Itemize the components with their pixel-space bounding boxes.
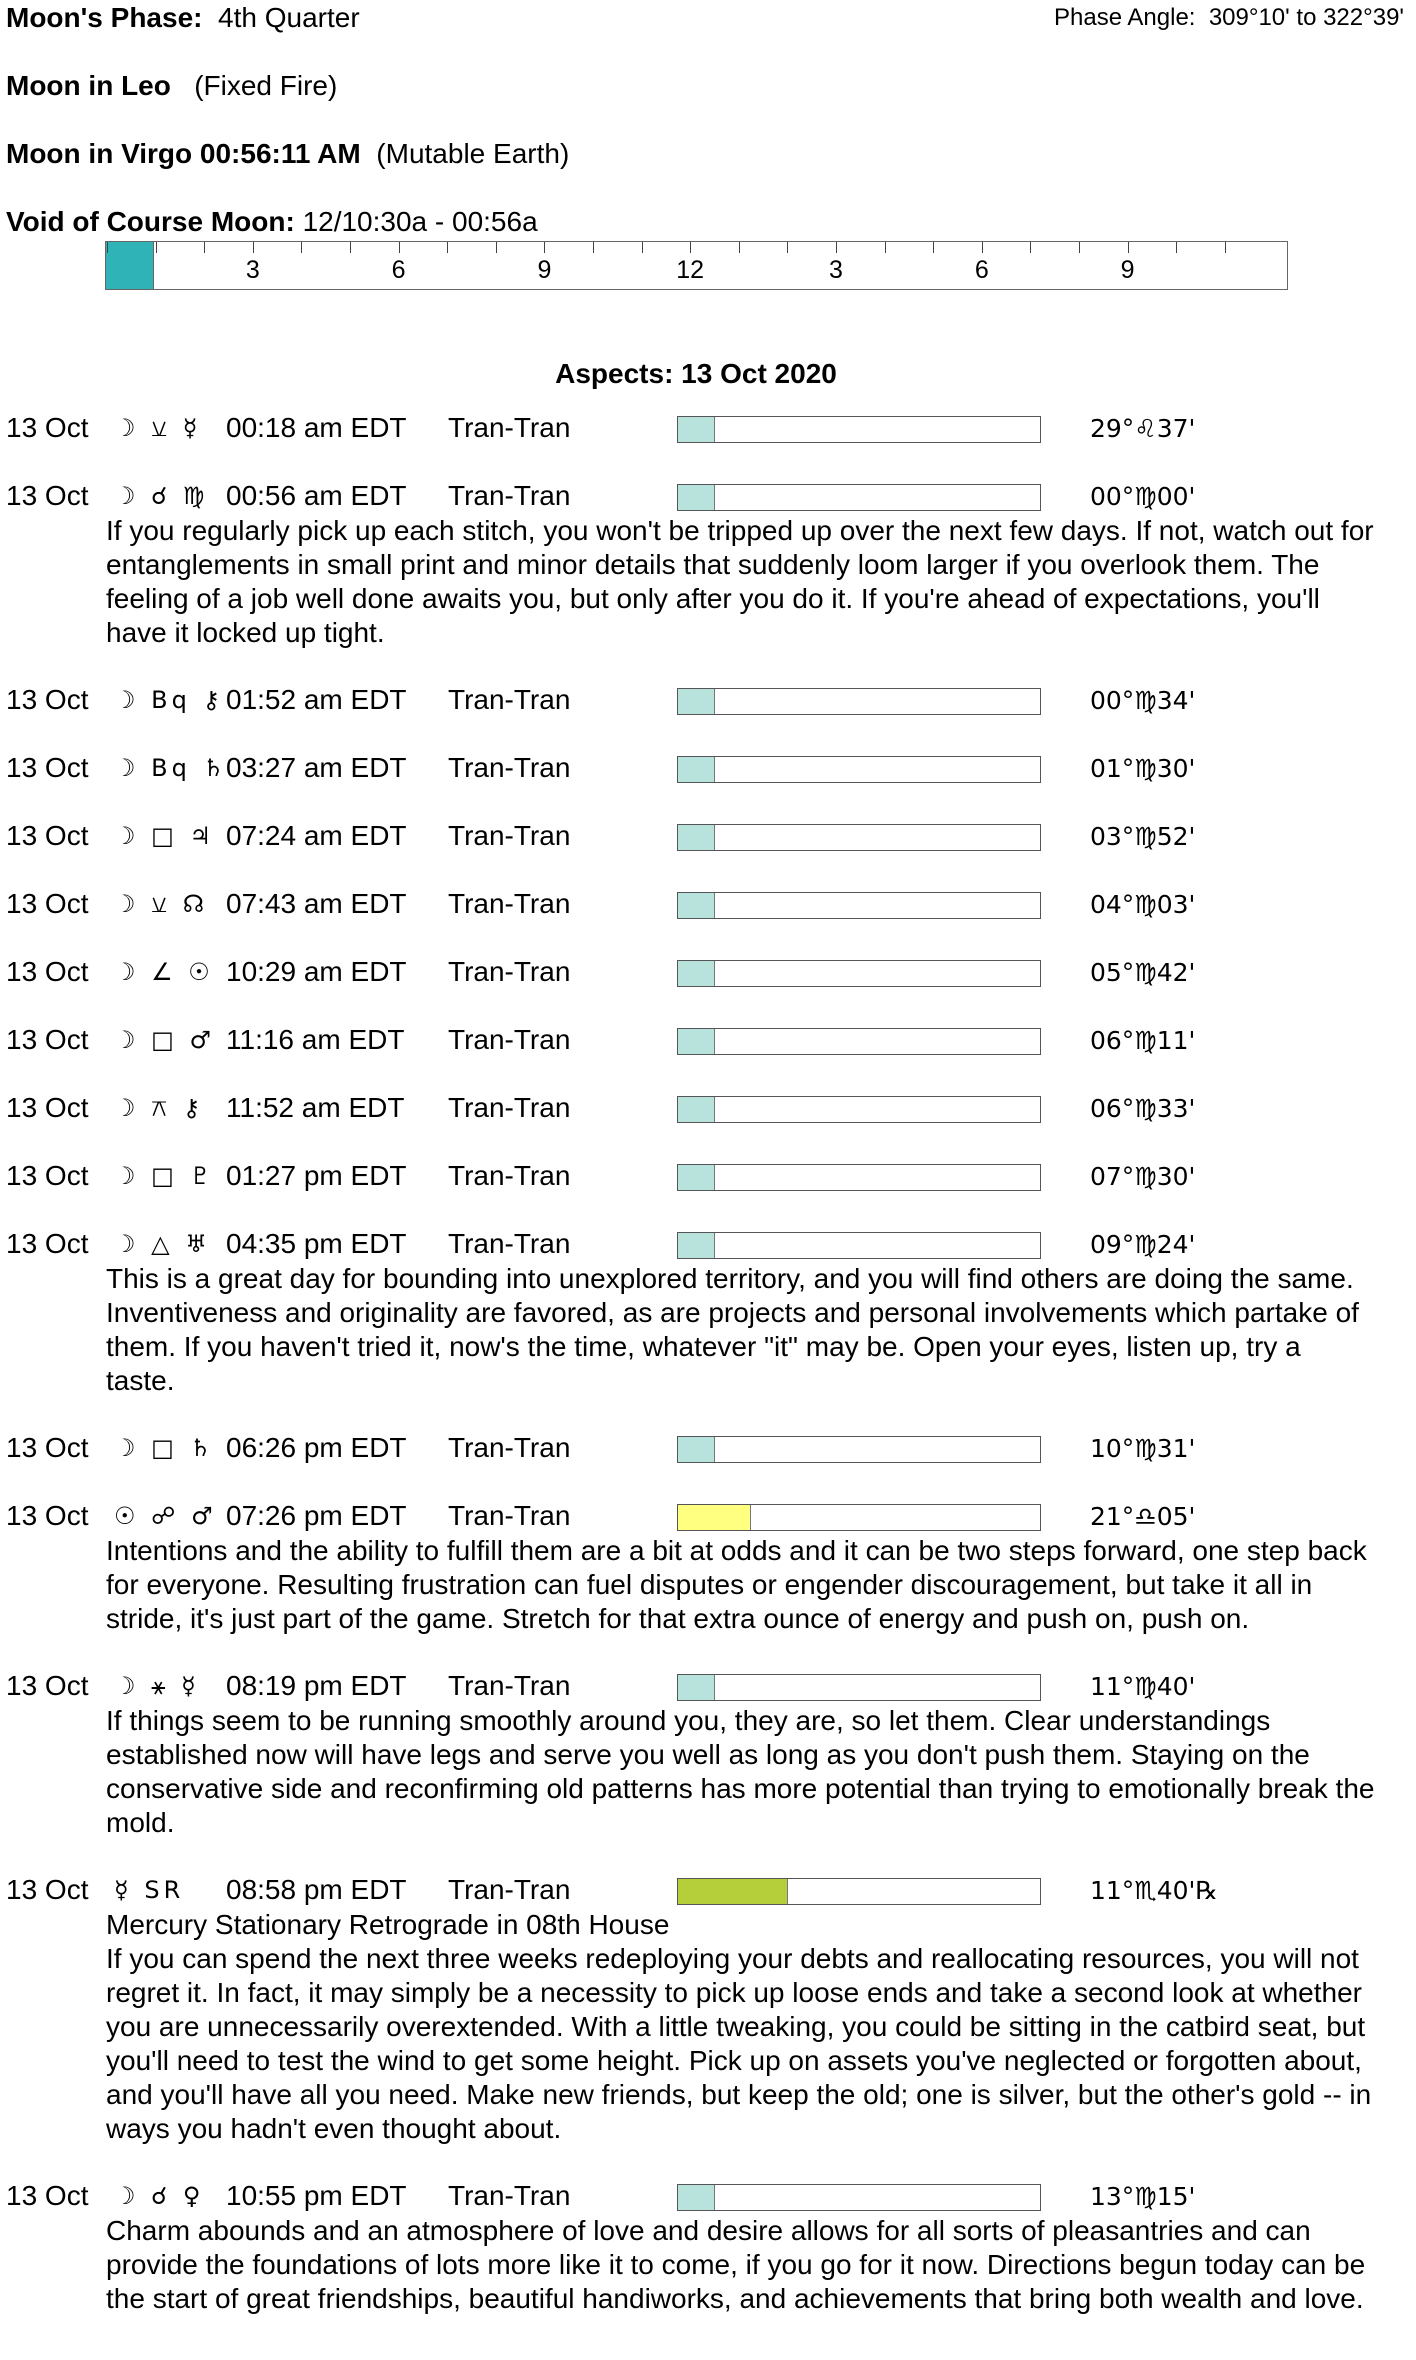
aspect-entry	[0, 820, 1416, 854]
aspect-strength-fill	[678, 1437, 715, 1462]
aspect-description	[0, 1908, 1376, 2146]
moon-ingress-detail: (Mutable Earth)	[376, 138, 570, 169]
timeline-tick	[1225, 242, 1226, 253]
aspect-description	[0, 2214, 1376, 2316]
aspect-date: 13 Oct	[6, 2180, 89, 2211]
timeline-tick	[447, 242, 448, 253]
aspect-time: 08:19 pm EDT	[226, 1670, 407, 1701]
aspect-type: Tran-Tran	[448, 1874, 571, 1905]
timeline-tick	[350, 242, 351, 253]
aspect-position: 01°♍30'	[1090, 754, 1196, 783]
aspect-position: 05°♍42'	[1090, 958, 1196, 987]
aspect-description	[0, 1534, 1376, 1636]
aspect-description-text: This is a great day for bounding into unexplored territory, and you will find others are doing the same. Inventiveness and originality are favored, as are projects and personal involvements which partake of them. If you haven't tried it, now's the time, whatever "it" may be. Open your eyes, listen up, try a taste.	[106, 1263, 1359, 1396]
aspect-type: Tran-Tran	[448, 752, 571, 783]
aspect-row	[0, 412, 1416, 446]
aspect-entry	[0, 1160, 1416, 1194]
timeline-tick	[690, 242, 691, 253]
aspect-time: 11:52 am EDT	[226, 1092, 405, 1123]
aspect-position: 03°♍52'	[1090, 822, 1196, 851]
aspect-strength-bar	[677, 1028, 1041, 1055]
aspect-row	[0, 888, 1416, 922]
aspect-glyphs: ☽ ☌ ♀	[114, 2182, 205, 2210]
voc-label: Void of Course Moon:	[6, 206, 295, 237]
aspect-row	[0, 820, 1416, 854]
aspect-row	[0, 1432, 1416, 1466]
aspect-type: Tran-Tran	[448, 1024, 571, 1055]
aspect-row	[0, 684, 1416, 718]
aspect-date: 13 Oct	[6, 752, 89, 783]
aspect-entry	[0, 1500, 1416, 1636]
aspect-position: 29°♌37'	[1090, 414, 1196, 443]
timeline-tick	[593, 242, 594, 253]
aspect-row	[0, 480, 1416, 514]
aspect-time: 07:24 am EDT	[226, 820, 407, 851]
aspect-glyphs: ☽ □ ♇	[114, 1162, 215, 1190]
aspect-strength-fill	[678, 1675, 715, 1700]
aspect-strength-bar	[677, 1232, 1041, 1259]
aspect-date: 13 Oct	[6, 956, 89, 987]
aspect-strength-fill	[678, 825, 715, 850]
aspect-row	[0, 956, 1416, 990]
aspect-position: 06°♍11'	[1090, 1026, 1196, 1055]
aspect-row	[0, 1228, 1416, 1262]
timeline-hour-label: 3	[829, 256, 843, 284]
aspect-date: 13 Oct	[6, 412, 89, 443]
aspect-glyphs: ☽ ⚻ ⚷	[114, 1094, 205, 1122]
moon-ingress-label: Moon in Virgo 00:56:11 AM	[6, 138, 361, 169]
timeline-hour-label: 6	[974, 256, 989, 284]
aspect-strength-bar	[677, 824, 1041, 851]
timeline-tick	[933, 242, 934, 253]
moon-ingress-line	[6, 138, 569, 170]
aspect-description-text: If you regularly pick up each stitch, you won't be tripped up over the next few days. If not, watch out for entanglements in small print and minor details that suddenly loom larger if you overlook them. The feeling of a job well done awaits you, but only after you do it. If you're ahead of expectations, you'll have it locked up tight.	[106, 515, 1374, 648]
timeline-tick	[496, 242, 497, 253]
timeline-tick	[1176, 242, 1177, 253]
aspect-strength-fill	[678, 893, 715, 918]
aspect-glyphs: ☽ □ ♄	[114, 1434, 215, 1462]
aspect-row	[0, 1160, 1416, 1194]
aspect-strength-fill	[678, 1879, 788, 1904]
voc-value: 12/10:30a - 00:56a	[302, 206, 538, 237]
phase-angle-label: Phase Angle:	[1054, 4, 1196, 31]
timeline-tick	[787, 242, 788, 253]
phase-angle	[1054, 4, 1404, 32]
aspect-time: 10:29 am EDT	[226, 956, 407, 987]
aspects-title: Aspects: 13 Oct 2020	[555, 358, 837, 389]
aspect-time: 11:16 am EDT	[226, 1024, 405, 1055]
aspect-date: 13 Oct	[6, 1024, 89, 1055]
aspect-strength-fill	[678, 417, 715, 442]
aspect-position: 11°♏40'℞	[1090, 1876, 1218, 1905]
aspect-description-text: Intentions and the ability to fulfill them are a bit at odds and it can be two steps forward, one step back for everyone. Resulting frustration can fuel disputes or engender discouragement, but take it all in stride, it's just part of the game. Stretch for that extra ounce of energy and push on, push on.	[106, 1535, 1367, 1634]
aspect-strength-bar	[677, 756, 1041, 783]
aspect-strength-fill	[678, 485, 715, 510]
aspect-date: 13 Oct	[6, 684, 89, 715]
moon-phase-label: Moon's Phase:	[6, 2, 203, 33]
aspect-strength-fill	[678, 961, 715, 986]
aspect-glyphs: ☽ □ ♃	[114, 822, 215, 850]
aspect-entry	[0, 1228, 1416, 1398]
aspect-strength-bar	[677, 960, 1041, 987]
aspect-position: 00°♍34'	[1090, 686, 1196, 715]
aspect-strength-bar	[677, 416, 1041, 443]
aspect-date: 13 Oct	[6, 1092, 89, 1123]
aspect-glyphs: ☽ ⚺ ☿	[114, 414, 202, 442]
timeline-tick	[1030, 242, 1031, 253]
aspect-row	[0, 752, 1416, 786]
aspect-row	[0, 1670, 1416, 1704]
aspect-strength-bar	[677, 1096, 1041, 1123]
aspect-date: 13 Oct	[6, 888, 89, 919]
aspect-type: Tran-Tran	[448, 820, 571, 851]
aspect-entry	[0, 1670, 1416, 1840]
moon-sign-detail: (Fixed Fire)	[194, 70, 338, 101]
aspect-date: 13 Oct	[6, 1670, 89, 1701]
timeline-hour-label: 3	[245, 256, 260, 284]
aspect-strength-bar	[677, 1504, 1041, 1531]
aspect-entry	[0, 480, 1416, 650]
aspect-entry	[0, 888, 1416, 922]
aspect-type: Tran-Tran	[448, 1092, 571, 1123]
aspect-time: 08:58 pm EDT	[226, 1874, 407, 1905]
aspect-entry	[0, 956, 1416, 990]
timeline-hour-label: 9	[1120, 256, 1135, 284]
timeline-tick	[544, 242, 545, 253]
aspect-glyphs: ☉ ☍ ♂	[114, 1502, 217, 1530]
moon-sign-label: Moon in Leo	[6, 70, 171, 101]
timeline-tick	[885, 242, 886, 253]
aspect-position: 21°♎05'	[1090, 1502, 1196, 1531]
aspect-glyphs: ☿ SR	[114, 1876, 185, 1904]
aspect-position: 06°♍33'	[1090, 1094, 1196, 1123]
timeline-tick	[156, 242, 157, 253]
aspect-type: Tran-Tran	[448, 412, 571, 443]
timeline-tick	[739, 242, 740, 253]
aspect-time: 00:18 am EDT	[226, 412, 407, 443]
aspect-position: 11°♍40'	[1090, 1672, 1196, 1701]
aspect-type: Tran-Tran	[448, 956, 571, 987]
timeline-tick	[1128, 242, 1129, 253]
void-of-course-timeline	[105, 241, 1288, 290]
aspect-entry	[0, 412, 1416, 446]
aspect-row	[0, 1874, 1416, 1908]
aspect-type: Tran-Tran	[448, 1432, 571, 1463]
aspect-strength-bar	[677, 688, 1041, 715]
aspect-glyphs: ☽ Bq ⚷	[114, 686, 225, 714]
timeline-void-fill	[106, 242, 154, 289]
aspect-time: 00:56 am EDT	[226, 480, 407, 511]
aspect-strength-bar	[677, 1674, 1041, 1701]
aspect-strength-bar	[677, 2184, 1041, 2211]
aspect-strength-bar	[677, 1164, 1041, 1191]
aspect-time: 03:27 am EDT	[226, 752, 407, 783]
aspect-date: 13 Oct	[6, 1160, 89, 1191]
aspect-entry	[0, 2180, 1416, 2316]
aspect-description-text: If things seem to be running smoothly around you, they are, so let them. Clear understandings established now will have legs and serve you well as long as you don't push them. Staying on the conservative side and reconfirming old patterns has more potential than trying to emotionally break the mold.	[106, 1705, 1375, 1838]
aspect-glyphs: ☽ □ ♂	[114, 1026, 215, 1054]
aspect-entry	[0, 1092, 1416, 1126]
aspect-entry	[0, 752, 1416, 786]
aspect-strength-fill	[678, 1097, 715, 1122]
aspect-row	[0, 2180, 1416, 2214]
aspect-strength-fill	[678, 689, 715, 714]
aspect-description	[0, 514, 1376, 650]
aspect-entry	[0, 1874, 1416, 2146]
timeline-tick	[836, 242, 837, 253]
moon-phase-value: 4th Quarter	[218, 2, 360, 33]
aspect-glyphs: ☽ ∠ ☉	[114, 958, 214, 986]
aspect-row	[0, 1092, 1416, 1126]
aspect-type: Tran-Tran	[448, 480, 571, 511]
aspect-date: 13 Oct	[6, 1228, 89, 1259]
aspect-position: 13°♍15'	[1090, 2182, 1196, 2211]
aspect-type: Tran-Tran	[448, 1160, 571, 1191]
void-of-course-line	[6, 206, 538, 238]
aspect-type: Tran-Tran	[448, 2180, 571, 2211]
aspect-type: Tran-Tran	[448, 1500, 571, 1531]
aspect-position: 07°♍30'	[1090, 1162, 1196, 1191]
timeline-tick	[253, 242, 254, 253]
aspect-time: 10:55 pm EDT	[226, 2180, 407, 2211]
aspect-entry	[0, 684, 1416, 718]
aspect-description	[0, 1704, 1376, 1840]
aspect-strength-fill	[678, 1029, 715, 1054]
aspect-entry	[0, 1024, 1416, 1058]
aspect-time: 06:26 pm EDT	[226, 1432, 407, 1463]
aspect-type: Tran-Tran	[448, 888, 571, 919]
aspect-description-heading: Mercury Stationary Retrograde in 08th House	[106, 1909, 670, 1940]
aspect-strength-fill	[678, 757, 715, 782]
aspect-time: 01:27 pm EDT	[226, 1160, 407, 1191]
timeline-tick	[642, 242, 643, 253]
aspect-row	[0, 1024, 1416, 1058]
aspect-glyphs: ☽ ⚺ ☊	[114, 890, 209, 918]
aspect-date: 13 Oct	[6, 1500, 89, 1531]
aspect-entry	[0, 1432, 1416, 1466]
aspect-date: 13 Oct	[6, 1432, 89, 1463]
aspect-position: 00°♍00'	[1090, 482, 1196, 511]
aspect-description-text: If you can spend the next three weeks redeploying your debts and reallocating resources, you will not regret it. In fact, it may simply be a necessity to pick up loose ends and take a second look at whether you are unnecessarily overextended. With a little tweaking, you could be sitting in the catbird seat, but you'll need to test the wind to get some height. Pick up on assets you've neglected or forgotten about, and you'll have all you need. Make new friends, but keep the old; one is silver, but the other's gold -- in ways you hadn't even thought about.	[106, 1943, 1372, 2144]
aspect-glyphs: ☽ ☌ ♍	[114, 482, 209, 510]
aspect-strength-fill	[678, 1165, 715, 1190]
aspect-glyphs: ☽ △ ♅	[114, 1230, 211, 1258]
timeline-tick	[399, 242, 400, 253]
aspect-row	[0, 1500, 1416, 1534]
timeline-tick	[204, 242, 205, 253]
timeline-tick	[107, 242, 108, 253]
aspect-position: 04°♍03'	[1090, 890, 1196, 919]
timeline-tick	[301, 242, 302, 253]
aspect-time: 01:52 am EDT	[226, 684, 407, 715]
aspect-date: 13 Oct	[6, 1874, 89, 1905]
aspect-date: 13 Oct	[6, 820, 89, 851]
aspect-description-text: Charm abounds and an atmosphere of love and desire allows for all sorts of pleasantries and can provide the foundations of lots more like it to come, if you go for it now. Directions begun today can be the start of great friendships, beautiful handiworks, and achievements that bring both wealth and love.	[106, 2215, 1366, 2314]
aspect-type: Tran-Tran	[448, 1228, 571, 1259]
aspect-strength-bar	[677, 1878, 1041, 1905]
aspect-strength-fill	[678, 1505, 751, 1530]
aspect-time: 07:26 pm EDT	[226, 1500, 407, 1531]
aspect-description	[0, 1262, 1376, 1398]
phase-angle-value: 309°10' to 322°39'	[1208, 4, 1404, 31]
aspect-position: 10°♍31'	[1090, 1434, 1196, 1463]
timeline-tick	[1079, 242, 1080, 253]
moon-sign-line	[6, 70, 337, 102]
aspect-time: 04:35 pm EDT	[226, 1228, 407, 1259]
timeline-hour-label: 9	[537, 256, 552, 284]
aspect-strength-bar	[677, 484, 1041, 511]
aspect-position: 09°♍24'	[1090, 1230, 1196, 1259]
aspect-glyphs: ☽ Bq ♄	[114, 754, 228, 782]
timeline-hour-label: 12	[676, 256, 705, 284]
timeline-tick	[982, 242, 983, 253]
aspect-type: Tran-Tran	[448, 684, 571, 715]
aspect-strength-bar	[677, 1436, 1041, 1463]
aspect-strength-fill	[678, 1233, 715, 1258]
aspect-strength-fill	[678, 2185, 715, 2210]
aspect-glyphs: ☽ ⚹ ☿	[114, 1672, 200, 1700]
aspect-date: 13 Oct	[6, 480, 89, 511]
aspect-type: Tran-Tran	[448, 1670, 571, 1701]
timeline-hour-label: 6	[391, 256, 406, 284]
aspect-time: 07:43 am EDT	[226, 888, 407, 919]
aspect-strength-bar	[677, 892, 1041, 919]
moon-phase-line	[6, 2, 360, 34]
